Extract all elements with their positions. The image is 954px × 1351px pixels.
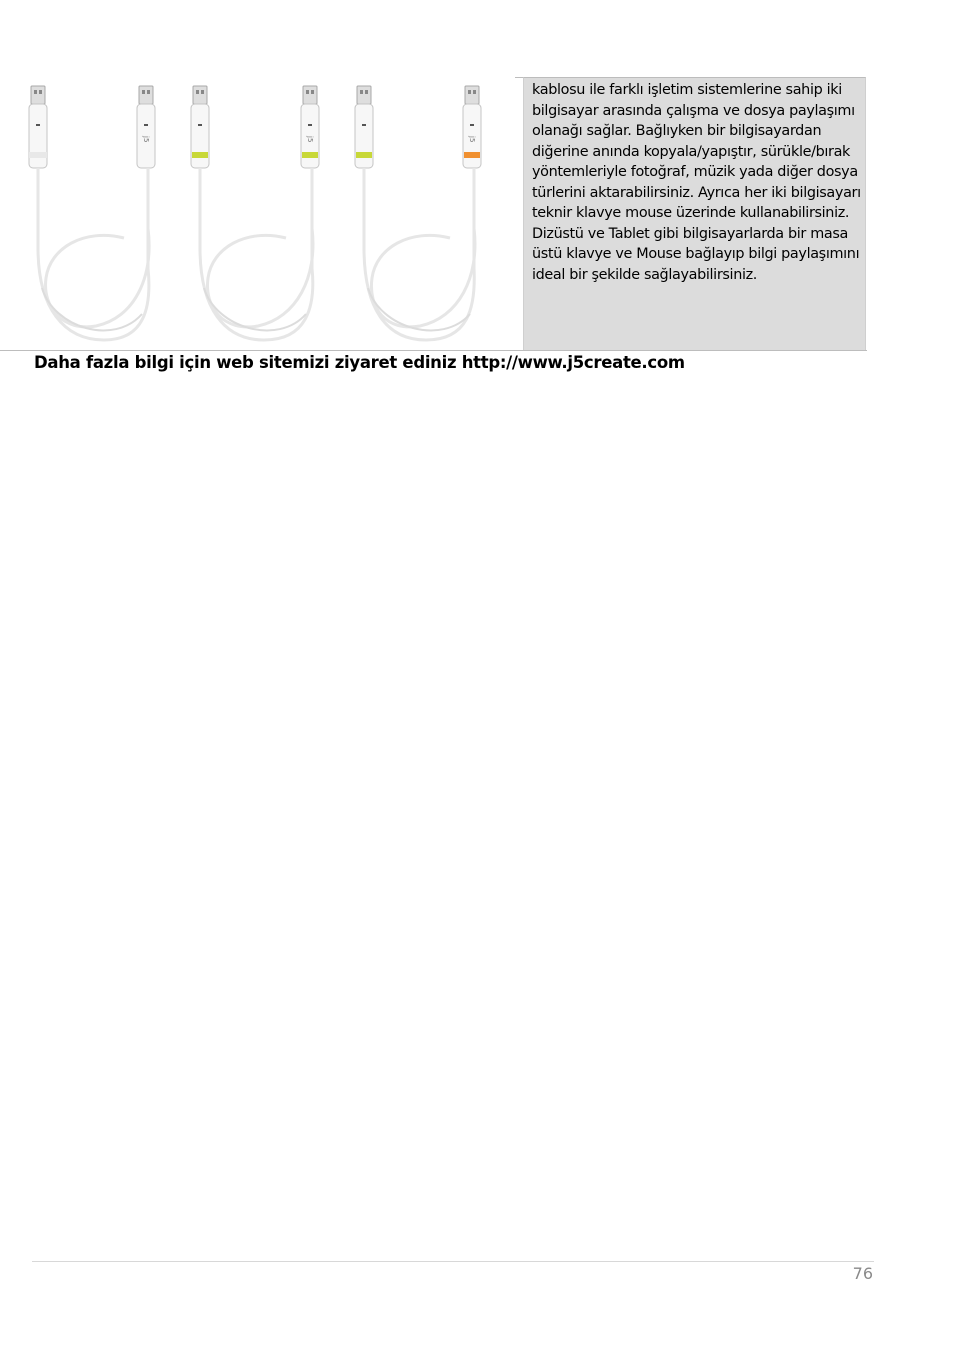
usb-cable-1	[29, 86, 155, 340]
page-number: 76	[852, 1264, 873, 1283]
usb-cable-3	[355, 86, 481, 340]
brand-label: j5	[306, 136, 314, 143]
brand-label: j5	[142, 136, 150, 143]
usb-cable-2	[191, 86, 319, 340]
footer-rule	[32, 1261, 874, 1262]
brand-label: j5	[468, 136, 476, 143]
usb-cables-product-image	[24, 78, 516, 350]
description-text: kablosu ile farklı işletim sistemlerine sahip iki bilgisayar arasında çalışma ve dosya paylaşımı olanağı sağlar. Bağlıyken bir bilgisayardan diğerine anında kopyala/yapıştır, sürükle/bırak yöntemleriyle fotoğraf, müzik yada diğer dosya türlerini aktarabilirsiniz. Ayrıca her iki bilgisayarı teknir klavye mouse üzerinde kullanabilirsiniz. Dizüstü ve Tablet gibi bilgisayarlarda bir masa üstü klavye ve Mouse bağlayıp bilgi paylaşımını ideal bir şekilde sağlayabilirsiniz.	[532, 82, 861, 283]
usb-cable-illustration	[24, 78, 516, 350]
description-cell	[523, 77, 866, 350]
more-info-text: Daha fazla bilgi için web sitemizi ziyaret ediniz http://www.j5create.com	[34, 353, 685, 372]
